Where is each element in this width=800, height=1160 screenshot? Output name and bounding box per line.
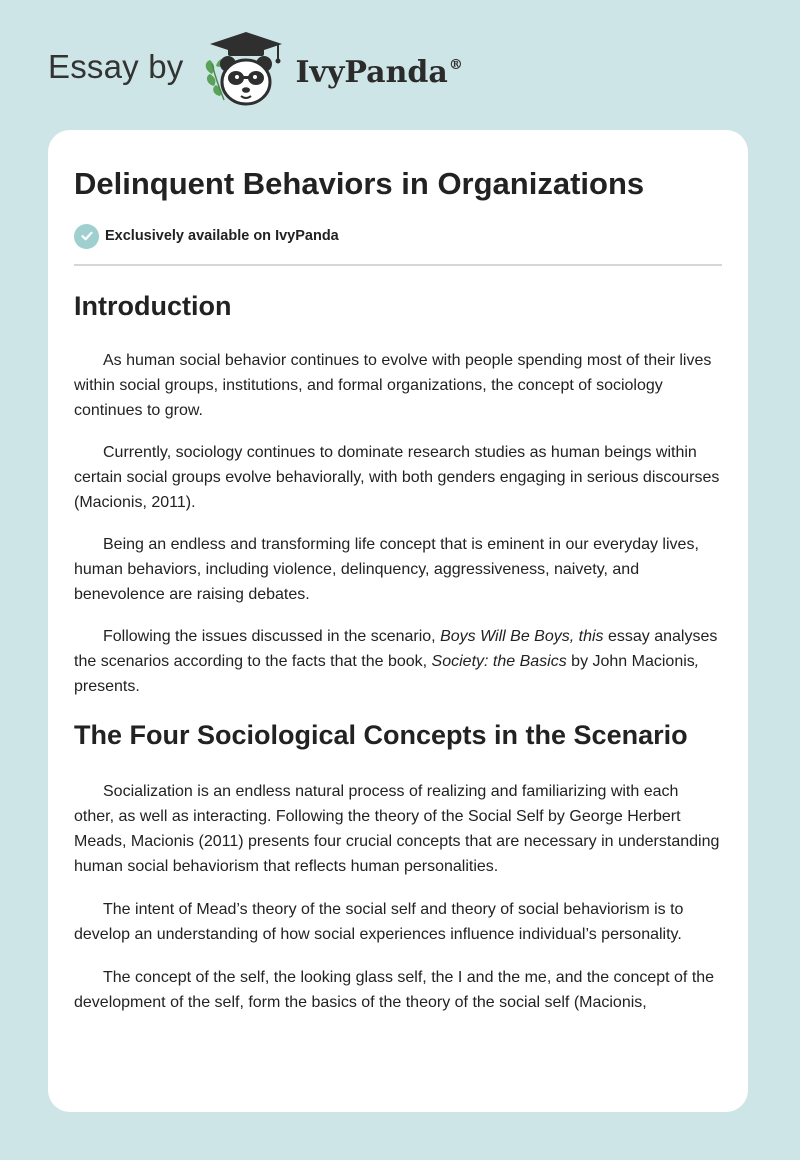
exclusive-badge-text: Exclusively available on IvyPanda: [105, 228, 339, 244]
paragraph: The concept of the self, the looking glass self, the I and the me, and the concept of the development of the self, form the basics of the theory of the social self (Macionis,: [74, 969, 715, 1011]
ivypanda-logo-icon[interactable]: [198, 30, 294, 110]
section-heading-introduction: Introduction: [74, 291, 232, 321]
text-run: presents.: [74, 678, 140, 695]
brand-name[interactable]: [296, 55, 463, 90]
essay-content: [48, 130, 748, 1015]
text-run: Following the issues discussed in the scenario,: [103, 628, 441, 645]
essay-card: [48, 130, 748, 1112]
check-icon: [74, 224, 99, 249]
book-title-italic: Society: the Basics: [431, 653, 567, 670]
paragraph: [74, 624, 722, 699]
paragraph: As human social behavior continues to evolve with people spending most of their lives within social groups, institutions, and formal organizations, the concept of sociology continues to grow.: [74, 352, 712, 419]
paragraph: Socialization is an endless natural process of realizing and familiarizing with each other, as well as interacting. Following the theory of the Social Self by George Herbert Meads, Macionis (2011) presents four crucial concepts that are necessary in understanding human social behaviorism that reflects human personalities.: [74, 783, 720, 875]
paragraph: The intent of Mead’s theory of the social self and theory of social behaviorism is to develop an understanding of how social experiences influence individual’s personality.: [74, 901, 684, 943]
registered-mark: ®: [448, 56, 463, 73]
brand-text: IvyPanda: [295, 54, 448, 90]
text-run: essay analyses the scenarios according to the facts that the book,: [74, 628, 718, 670]
paragraph: Being an endless and transforming life concept that is eminent in our everyday lives, human behaviors, including violence, delinquency, aggressiveness, naivety, and benevolence are raising debates.: [74, 536, 699, 603]
paragraph: Currently, sociology continues to dominate research studies as human beings within certain social groups evolve behaviorally, with both genders engaging in serious discourses (Macionis, 2011).: [74, 444, 720, 511]
text-run: by John Macionis: [566, 653, 695, 670]
essay-by-label: Essay by: [48, 48, 184, 85]
essay-title: Delinquent Behaviors in Organizations: [74, 166, 645, 201]
site-header: [48, 30, 463, 110]
section-heading-four-concepts: The Four Sociological Concepts in the Scenario: [74, 720, 688, 750]
book-title-italic: Boys Will Be Boys, this: [440, 628, 604, 645]
exclusive-badge: [74, 222, 722, 250]
italic-comma: ,: [694, 653, 700, 670]
title-divider: [74, 264, 722, 266]
